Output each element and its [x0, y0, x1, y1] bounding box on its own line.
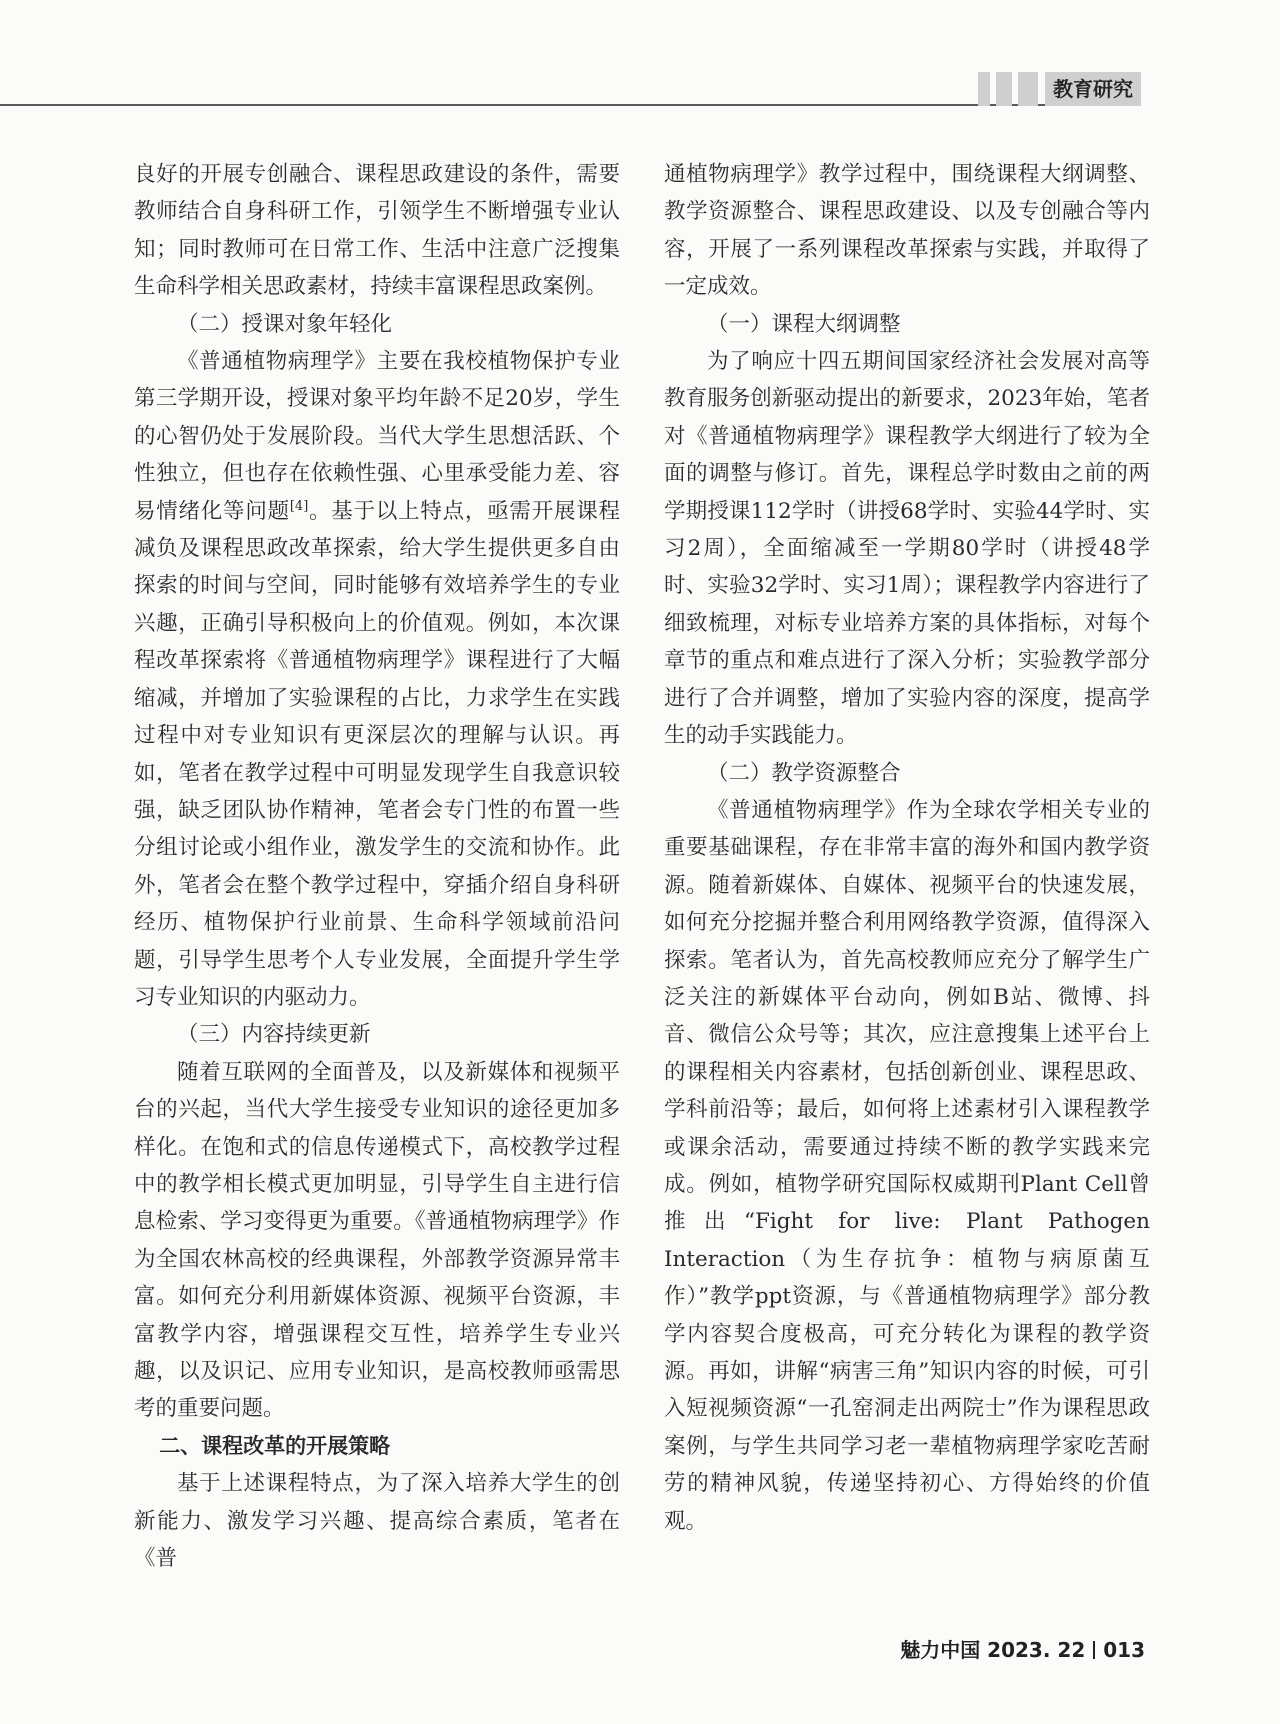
- section-heading: 二、课程改革的开展策略: [159, 1433, 391, 1458]
- page-number: 013: [1103, 1638, 1145, 1662]
- header-rule: [0, 104, 1060, 106]
- page-footer: [900, 1634, 1145, 1663]
- paragraph: 为了响应十四五期间国家经济社会发展对高等教育服务创新驱动提出的新要求，2023年始，笔者对《普通植物病理学》课程教学大纲进行了较为全面的调整与修订。首先，课程总学时数由之前的两学期授课112学时（讲授68学时、实验44学时、实习2周），全面缩减至一学期80学时（讲授48学时、实验32学时、实习1周）；课程教学内容进行了细致梳理，对标专业培养方案的具体指标，对每个章节的重点和难点进行了深入分析；实验教学部分进行了合并调整，增加了实验内容的深度，提高学生的动手实践能力。: [664, 349, 1150, 749]
- paragraph: 通植物病理学》教学过程中，围绕课程大纲调整、教学资源整合、课程思政建设、以及专创融合等内容，开展了一系列课程改革探索与实践，并取得了一定成效。: [664, 162, 1150, 300]
- header-decoration: [978, 72, 1038, 106]
- subheading: （二）授课对象年轻化: [177, 311, 393, 337]
- paragraph: 随着互联网的全面普及，以及新媒体和视频平台的兴起，当代大学生接受专业知识的途径更加多样化。在饱和式的信息传递模式下，高校教学过程中的教学相长模式更加明显，引导学生自主进行信息检索、学习变得更为重要。《普通植物病理学》作为全国农林高校的经典课程，外部教学资源异常丰富。如何充分利用新媒体资源、视频平台资源，丰富教学内容，增强课程交互性，培养学生专业兴趣，以及识记、应用专业知识，是高校教师亟需思考的重要问题。: [134, 1059, 620, 1422]
- citation-ref: [4]: [289, 498, 309, 514]
- paragraph: 《普通植物病理学》作为全球农学相关专业的重要基础课程，存在非常丰富的海外和国内教学资源。随着新媒体、自媒体、视频平台的快速发展，如何充分挖掘并整合利用网络教学资源，值得深入探索。笔者认为，首先高校教师应充分了解学生广泛关注的新媒体平台动向，例如B站、微博、抖音、微信公众号等；其次，应注意搜集上述平台上的课程相关内容素材，包括创新创业、课程思政、学科前沿等；最后，如何将上述素材引入课程教学或课余活动，需要通过持续不断的教学实践来完成。例如，植物学研究国际权威期刊Plant Cell曾推出“Fight for live: Plant Pathogen Interaction（为生存抗争：植物与病原菌互作）”教学ppt资源，与《普通植物病理学》部分教学内容契合度极高，可充分转化为课程的教学资源。再如，讲解“病害三角”知识内容的时候，可引入短视频资源“一孔窑洞走出两院士”作为课程思政案例，与学生共同学习老一辈植物病理学家吃苦耐劳的精神风貌，传递坚持初心、方得始终的价值观。: [664, 797, 1150, 1534]
- paragraph: [134, 343, 620, 1016]
- footer-divider: [1093, 1641, 1095, 1659]
- paragraph: 基于上述课程特点，为了深入培养大学生的创新能力、激发学习兴趣、提高综合素质，笔者在《普: [134, 1471, 620, 1572]
- subheading: （一）课程大纲调整: [707, 311, 901, 337]
- section-label: 教育研究: [1045, 72, 1141, 106]
- subheading: （二）教学资源整合: [707, 760, 901, 786]
- paragraph: 良好的开展专创融合、课程思政建设的条件，需要教师结合自身科研工作，引领学生不断增强专业认知；同时教师可在日常工作、生活中注意广泛搜集生命科学相关思政素材，持续丰富课程思政案例。: [134, 162, 620, 300]
- journal-issue: 魅力中国 2023. 22: [900, 1638, 1086, 1662]
- left-column: [134, 156, 620, 1577]
- paragraph-text: 。基于以上特点，亟需开展课程减负及课程思政改革探索，给大学生提供更多自由探索的时间与空间，同时能够有效培养学生的专业兴趣，正确引导积极向上的价值观。例如，本次课程改革探索将《普通植物病理学》课程进行了大幅缩减，并增加了实验课程的占比，力求学生在实践过程中对专业知识有更深层次的理解与认识。再如，笔者在教学过程中可明显发现学生自我意识较强，缺乏团队协作精神，笔者会专门性的布置一些分组讨论或小组作业，激发学生的交流和协作。此外，笔者会在整个教学过程中，穿插介绍自身科研经历、植物保护行业前景、生命科学领域前沿问题，引导学生思考个人专业发展，全面提升学生学习专业知识的内驱动力。: [134, 498, 620, 1010]
- right-column: [664, 156, 1150, 1540]
- page-header: [0, 0, 1280, 115]
- paragraph-text: 《普通植物病理学》主要在我校植物保护专业第三学期开设，授课对象平均年龄不足20岁，学生的心智仍处于发展阶段。当代大学生思想活跃、个性独立，但也存在依赖性强、心里承受能力差、容易情绪化等问题: [134, 349, 620, 524]
- subheading: （三）内容持续更新: [177, 1022, 371, 1048]
